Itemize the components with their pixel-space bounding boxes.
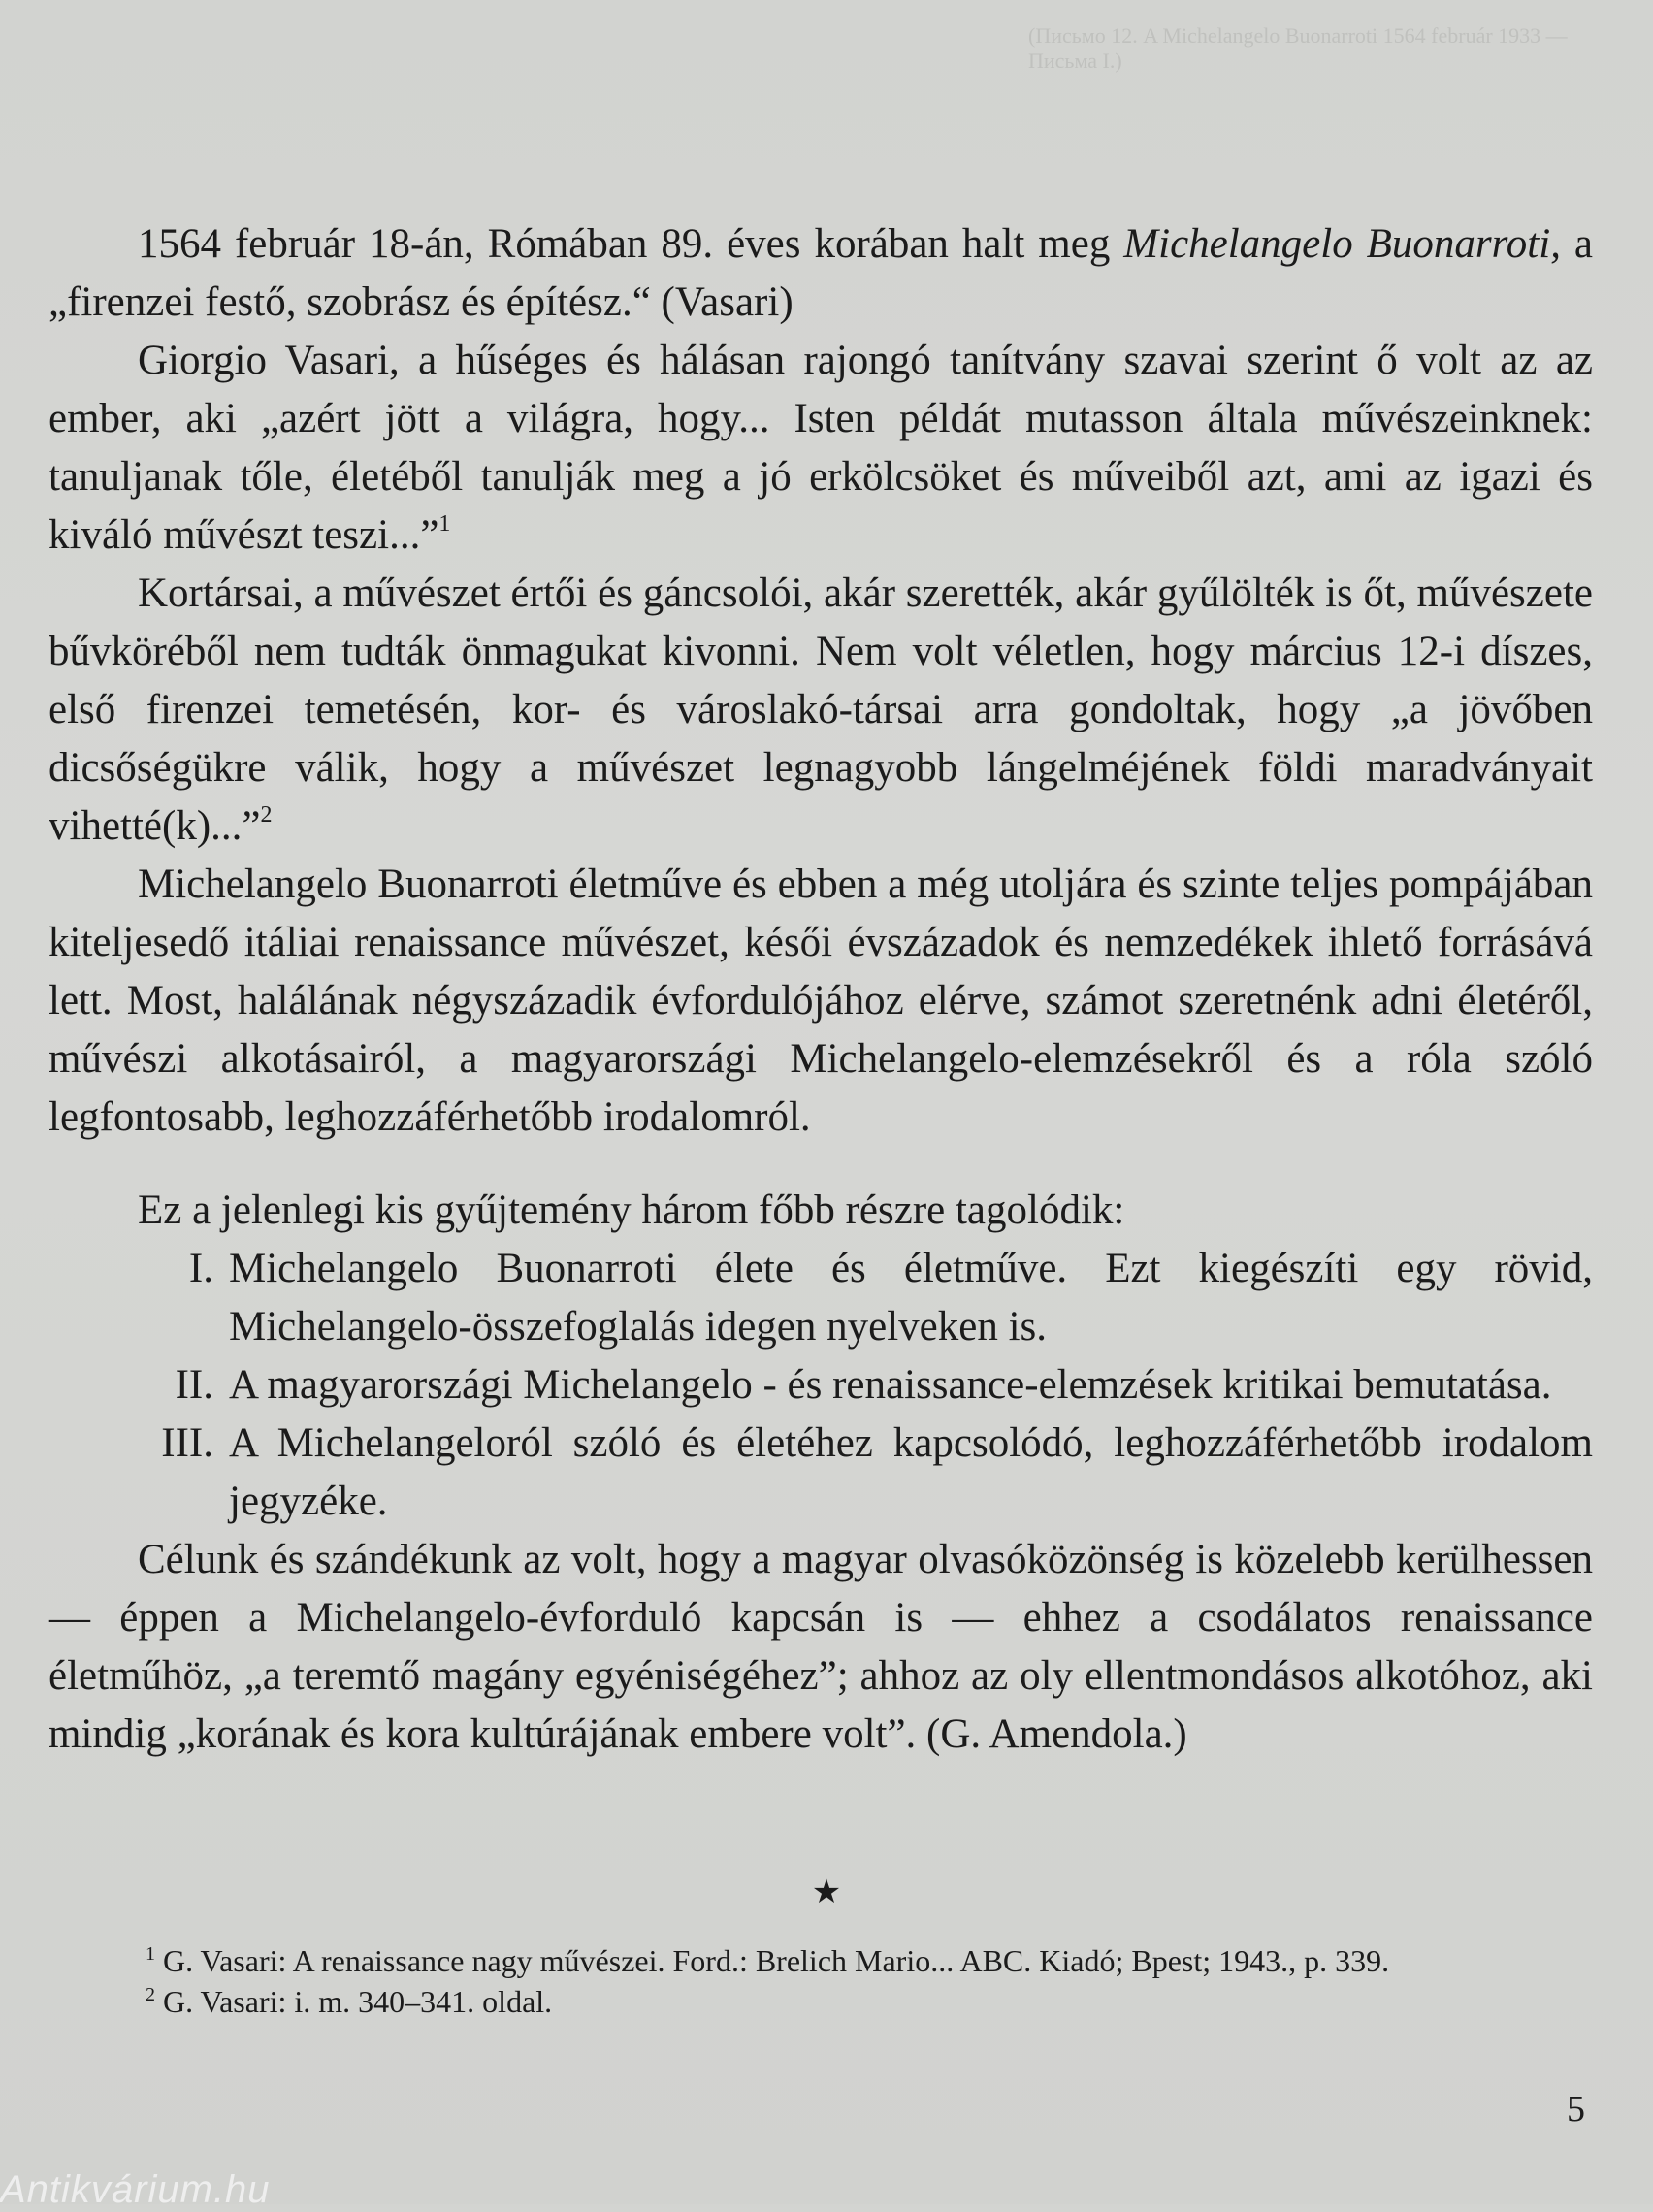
list-item	[49, 1356, 1593, 1415]
list-item-text: A magyarországi Michelangelo - és renaissance-elemzések kritikai bemutatása.	[229, 1362, 1552, 1408]
bleed-through-text: (Письмо 12. A Michelangelo Buonarroti 1564 február 1933 — Письма I.)	[1028, 23, 1568, 73]
list-item-number: I.	[188, 1246, 213, 1291]
footnote-ref-1[interactable]: 1	[438, 511, 451, 537]
paragraph-2	[49, 332, 1593, 565]
list-item	[49, 1415, 1593, 1531]
structure-list	[49, 1240, 1593, 1531]
paragraph-1	[49, 215, 1593, 332]
paragraph-5: Ez a jelenlegi kis gyűjtemény három főbb részre tagolódik:	[138, 1187, 1125, 1233]
paragraph-4: Michelangelo Buonarroti életműve és ebben a még utoljára és szinte teljes pompájában kiteljesedő itáliai renaissance művészet, késői évszázadok és nemzedékek ihlető forrásává lett. Most, halálának négyszázadik évfordulójához elérve, számot szeretnénk adni életéről, művészi alkotásairól, a magyarországi Michelangelo-elemzésekről és a róla szóló legfontosabb, leghozzáférhetőbb irodalomról.	[49, 862, 1593, 1140]
list-item	[49, 1240, 1593, 1356]
footnote-1	[49, 1940, 1593, 1981]
paragraph-3-text: Kortársai, a művészet értői és gáncsolói, akár szerették, akár gyűlölték is őt, művészete bűvköréből nem tudták önmagukat kivonni. Nem volt véletlen, hogy március 12-i díszes, első firenzei temetésén, kor- és városlakó-társai arra gondoltak, hogy „a jövőben dicsőségükre válik, hogy a művészet legnagyobb lángelméjének földi maradványait vihetté(k)...”	[49, 570, 1593, 849]
list-item-number: II.	[175, 1362, 213, 1408]
list-item-text: A Michelangeloról szóló és életéhez kapcsolódó, leghozzáférhetőbb irodalom jegyzéke.	[229, 1420, 1593, 1524]
footnote-2-text: G. Vasari: i. m. 340–341. oldal.	[155, 1984, 553, 2019]
body-text	[49, 215, 1593, 1764]
page-number: 5	[1567, 2089, 1585, 2130]
paragraph-1-end: a „firenzei festő, szobrász és építész.“ (Vasari)	[49, 221, 1593, 325]
michelangelo-name: Michelangelo Buonarroti,	[1123, 221, 1561, 267]
footnote-1-text: G. Vasari: A renaissance nagy művészei. Ford.: Brelich Mario... ABC. Kiadó; Bpest; 1943., p. 339.	[155, 1943, 1390, 1978]
footnote-ref-2[interactable]: 2	[260, 802, 273, 828]
footnotes	[49, 1940, 1593, 2022]
footnote-2-mark: 2	[146, 1984, 155, 2005]
footnote-1-mark: 1	[146, 1943, 155, 1965]
paragraph-2-text: Giorgio Vasari, a hűséges és hálásan rajongó tanítvány szavai szerint ő volt az az ember, aki „azért jött a világra, hogy... Isten példát mutasson általa művészeinknek: tanuljanak tőle, életéből tanulják meg a jó erkölcsöket és műveiből azt, ami az igazi és kiváló művészt teszi...”	[49, 338, 1593, 558]
list-item-number: III.	[161, 1420, 213, 1466]
paragraph-1-start: 1564 február 18-án, Rómában 89. éves korában halt meg	[138, 221, 1124, 267]
watermark: Antikvárium.hu	[0, 2168, 271, 2211]
list-item-text: Michelangelo Buonarroti élete és életműve. Ezt kiegészíti egy rövid, Michelangelo-összefoglalás idegen nyelveken is.	[229, 1246, 1593, 1350]
footnote-2	[49, 1981, 1593, 2022]
section-separator-star: ★	[811, 1874, 842, 1910]
paragraph-6: Célunk és szándékunk az volt, hogy a magyar olvasóközönség is közelebb kerülhessen — éppen a Michelangelo-évforduló kapcsán is — ehhez a csodálatos renaissance életműhöz, „a teremtő magány egyéniségéhez”; ahhoz az oly ellentmondásos alkotóhoz, aki mindig „korának és kora kultúrájának embere volt”. (G. Amendola.)	[49, 1537, 1593, 1757]
paragraph-3	[49, 565, 1593, 856]
